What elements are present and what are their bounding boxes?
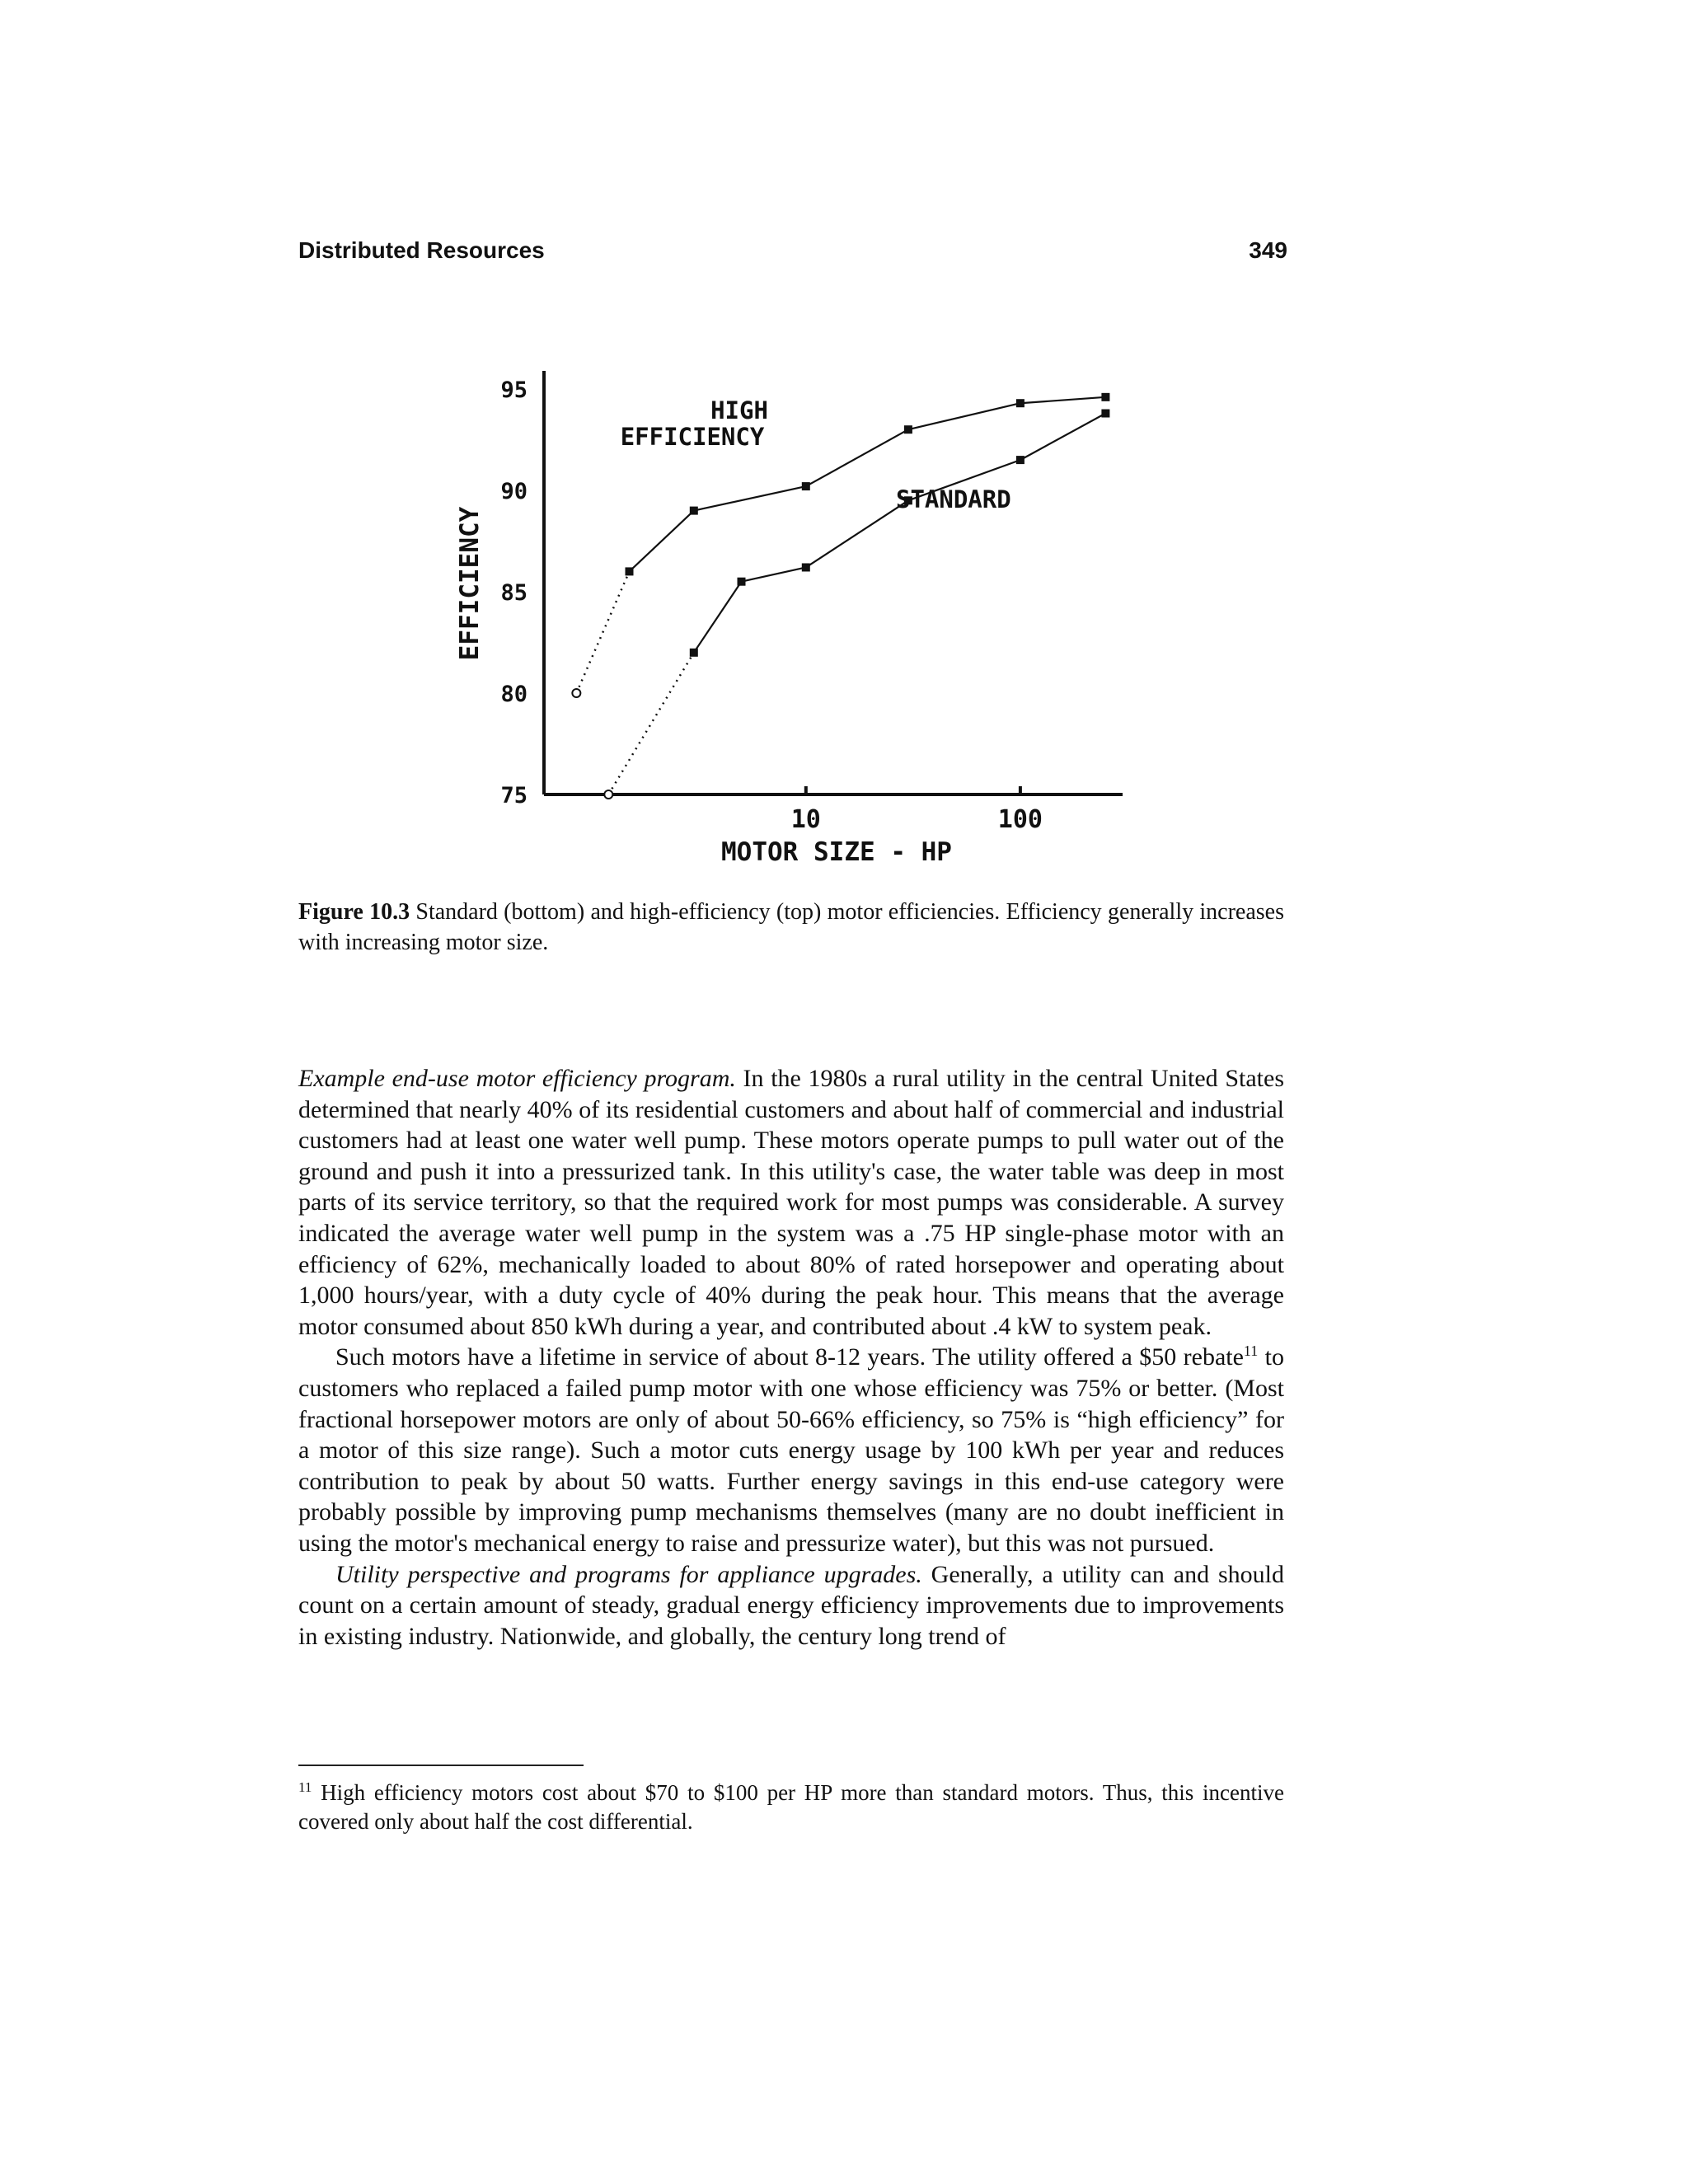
series-line-segment — [608, 653, 694, 794]
paragraph — [298, 1063, 1284, 1342]
data-point — [904, 425, 912, 434]
data-point — [690, 507, 698, 515]
y-tick-label: 80 — [500, 682, 528, 707]
footnote-text: High efficiency motors cost about $70 to $100 per HP more than standard motors. Thus, this incentive covered only about half the cost differential. — [298, 1780, 1284, 1834]
data-point — [572, 689, 580, 697]
figure-caption — [298, 897, 1284, 958]
chart-series — [572, 393, 1109, 799]
y-tick-label: 90 — [500, 479, 528, 504]
series-line-segment — [908, 403, 1020, 429]
data-point — [626, 567, 634, 575]
data-point — [802, 563, 810, 571]
data-point — [1101, 393, 1109, 401]
body-text — [298, 1063, 1284, 1652]
paragraph-text: In the 1980s a rural utility in the central United States determined that nearly 40% of its residential customers and about half of commercial and industrial customers had at least one water well pump. These motors operate pumps to pull water out of the ground and push it into a pressurized tank. In this utility's case, the water table was deep in most parts of its service territory, so that the required work for most pumps was considerable. A survey indicated the average water well pump in the system was a .75 HP single-phase motor with an efficiency of 62%, mechanically loaded to about 80% of rated horsepower and operating about 1,000 hours/year, with a duty cycle of 40% during the peak hour. This means that the average motor consumed about 850 kWh during a year, and contributed about .4 kW to system peak. — [298, 1065, 1284, 1340]
series-line-segment — [1020, 397, 1106, 403]
footnote-divider — [298, 1765, 584, 1766]
paragraph-heading: Utility perspective and programs for appliance upgrades. — [335, 1560, 922, 1588]
efficiency-label: EFFICIENCY — [620, 423, 765, 451]
y-tick-label: 85 — [500, 580, 528, 606]
high-label: HIGH — [710, 396, 768, 424]
caption-text: Standard (bottom) and high-efficiency (top) motor efficiencies. Efficiency generally increases with increasing motor size. — [298, 899, 1284, 955]
data-point — [690, 649, 698, 657]
data-point — [1016, 456, 1025, 464]
figure-label: Figure 10.3 — [298, 899, 410, 925]
series-line-segment — [694, 582, 742, 653]
running-title: Distributed Resources — [298, 237, 545, 263]
data-point — [738, 578, 746, 586]
data-point — [1016, 399, 1025, 407]
paragraph-text: Such motors have a lifetime in service of about 8-12 years. The utility offered a $50 rebate — [335, 1343, 1244, 1371]
data-point — [802, 482, 810, 490]
y-tick-label: 75 — [500, 783, 528, 808]
standard-label: STANDARD — [896, 485, 1011, 513]
x-tick-label: 100 — [997, 805, 1043, 834]
page-number: 349 — [1249, 237, 1287, 263]
footnote-mark: 11 — [298, 1779, 312, 1795]
paragraph-text: to customers who replaced a failed pump motor with one whose efficiency was 75% or better. (Most fractional horsepower motors are only of about 50-66% efficiency, so 75% is “high efficiency” for a motor of this size range). Such a motor cuts energy usage by 100 kWh per year and reduces contribution to peak by about 50 watts. Further energy savings in this end-use category were probably possible by improving pump mechanisms themselves (many are no doubt inefficient in using the motor's mechanical energy to raise and pressurize water), but this was not pursued. — [298, 1343, 1284, 1557]
y-tick-label: 95 — [500, 377, 528, 403]
paragraph — [298, 1342, 1284, 1558]
x-tick-label: 10 — [790, 805, 821, 834]
motor-efficiency-chart — [0, 0, 1688, 890]
footnote-reference: 11 — [1243, 1343, 1259, 1360]
series-line-segment — [694, 486, 806, 511]
series-line-segment — [576, 571, 629, 693]
paragraph — [298, 1559, 1284, 1652]
series-line-segment — [742, 567, 806, 581]
y-tick-labels — [500, 377, 528, 808]
footnote — [298, 1779, 1284, 1836]
series-line-segment — [630, 511, 694, 572]
series-line-segment — [1020, 414, 1106, 461]
data-point — [1101, 410, 1109, 418]
y-axis-label: EFFICIENCY — [455, 506, 485, 661]
x-axis-label: MOTOR SIZE - HP — [721, 837, 952, 867]
paragraph-text: Generally, a utility can and should count on a certain amount of steady, gradual energy efficiency improvements due to improvements in existing industry. Nationwide, and globally, the century long trend of — [298, 1560, 1284, 1650]
series-line-segment — [806, 429, 908, 486]
paragraph-heading: Example end-use motor efficiency program. — [298, 1065, 736, 1092]
data-point — [604, 790, 612, 799]
series-line-segment — [806, 500, 908, 567]
